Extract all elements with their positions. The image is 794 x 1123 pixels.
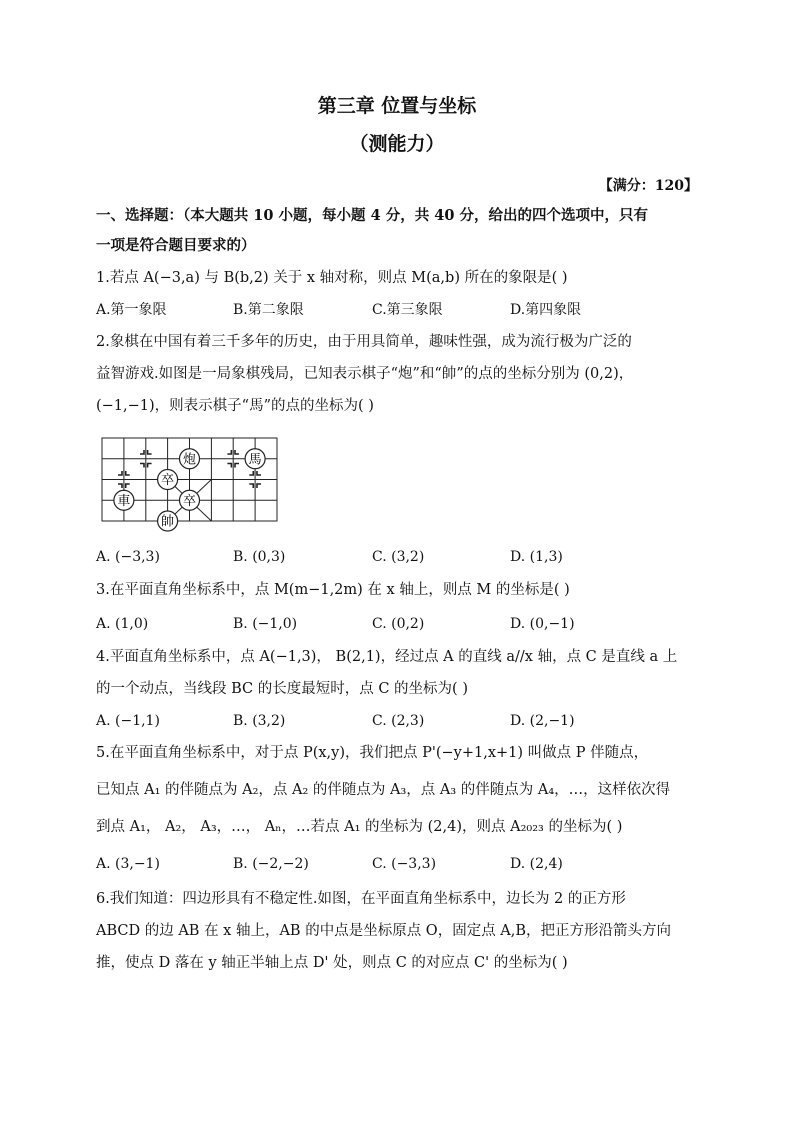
q1-option-d[interactable]: D.第四象限	[510, 302, 582, 318]
section-heading-cont: 一项是符合题目要求的）	[96, 237, 256, 254]
piece-ma	[245, 449, 265, 469]
chess-board-figure	[96, 430, 286, 540]
question-2-text-3: (−1,−1)，则表示棋子“馬”的点的坐标为( )	[96, 398, 374, 414]
q4-option-a[interactable]: A. (−1,1)	[96, 713, 160, 729]
piece-shuai	[158, 511, 178, 531]
q2-option-d[interactable]: D. (1,3)	[510, 549, 563, 565]
section-heading: 一、选择题：（本大题共 10 小题，每小题 4 分，共 40 分，给出的四个选项中，只有	[96, 207, 648, 224]
page-title: 第三章 位置与坐标	[317, 95, 477, 117]
question-6-text-3: 推，使点 D 落在 y 轴正半轴上点 D' 处，则点 C 的对应点 C' 的坐标为( )	[96, 955, 568, 971]
question-3-text: 3.在平面直角坐标系中，点 M(m−1,2m) 在 x 轴上，则点 M 的坐标是( )	[96, 582, 570, 598]
svg-text:卒: 卒	[161, 473, 175, 489]
q3-option-d[interactable]: D. (0,−1)	[510, 616, 575, 632]
page-subtitle: （测能力）	[349, 133, 445, 155]
piece-pao	[180, 449, 200, 469]
question-2-text-2: 益智游戏.如图是一局象棋残局，已知表示棋子“炮”和“帥”的点的坐标分别为 (0,2)，	[96, 366, 634, 382]
q4-option-c[interactable]: C. (2,3)	[372, 713, 425, 729]
q2-option-c[interactable]: C. (3,2)	[372, 549, 425, 565]
score-label: 【满分：120】	[598, 178, 698, 194]
q2-option-a[interactable]: A. (−3,3)	[96, 549, 160, 565]
piece-zu-2	[180, 490, 200, 510]
svg-text:卒: 卒	[182, 494, 197, 509]
q4-option-d[interactable]: D. (2,−1)	[510, 713, 575, 729]
q5-option-b[interactable]: B. (−2,−2)	[233, 856, 309, 872]
q5-option-a[interactable]: A. (3,−1)	[96, 856, 160, 872]
svg-text:炮: 炮	[182, 452, 197, 468]
question-4-text: 4.平面直角坐标系中，点 A(−1,3)， B(2,1)，经过点 A 的直线 a//x 轴，点 C 是直线 a 上	[96, 649, 678, 665]
q3-option-a[interactable]: A. (1,0)	[96, 616, 149, 632]
question-6-text-2: ABCD 的边 AB 在 x 轴上，AB 的中点是坐标原点 O，固定点 A,B，把正方形沿箭头方向	[96, 923, 672, 939]
q5-option-c[interactable]: C. (−3,3)	[372, 856, 437, 872]
q1-option-a[interactable]: A.第一象限	[96, 302, 167, 318]
question-5-text: 5.在平面直角坐标系中，对于点 P(x,y)，我们把点 P'(−y+1,x+1) 叫做点 P 伴随点，	[96, 745, 649, 761]
question-5-text-3: 到点 A₁， A₂， A₃，…， Aₙ，…若点 A₁ 的坐标为 (2,4)，则点 A₂₀₂₃ 的坐标为( )	[96, 819, 623, 835]
question-2-text: 2.象棋在中国有着三千多年的历史，由于用具简单，趣味性强，成为流行极为广泛的	[96, 334, 632, 350]
q1-option-b[interactable]: B.第二象限	[233, 302, 304, 318]
q4-option-b[interactable]: B. (3,2)	[233, 713, 286, 729]
q3-option-c[interactable]: C. (0,2)	[372, 616, 425, 632]
svg-text:車: 車	[117, 494, 131, 509]
q5-option-d[interactable]: D. (2,4)	[510, 856, 563, 872]
question-4-text-2: 的一个动点，当线段 BC 的长度最短时，点 C 的坐标为( )	[96, 681, 468, 697]
question-5-text-2: 已知点 A₁ 的伴随点为 A₂，点 A₂ 的伴随点为 A₃，点 A₃ 的伴随点为 A₄，…，这样依次得	[96, 782, 671, 798]
svg-text:帥: 帥	[161, 514, 175, 530]
question-1-text: 1.若点 A(−3,a) 与 B(b,2) 关于 x 轴对称，则点 M(a,b) 所在的象限是( )	[96, 270, 568, 286]
piece-ju	[114, 490, 134, 510]
q2-option-b[interactable]: B. (0,3)	[233, 549, 286, 565]
svg-text:馬: 馬	[248, 452, 262, 468]
q3-option-b[interactable]: B. (−1,0)	[233, 616, 298, 632]
piece-zu-1	[158, 470, 178, 490]
q1-option-c[interactable]: C.第三象限	[372, 302, 443, 318]
question-6-text: 6.我们知道：四边形具有不稳定性.如图，在平面直角坐标系中，边长为 2 的正方形	[96, 891, 626, 907]
